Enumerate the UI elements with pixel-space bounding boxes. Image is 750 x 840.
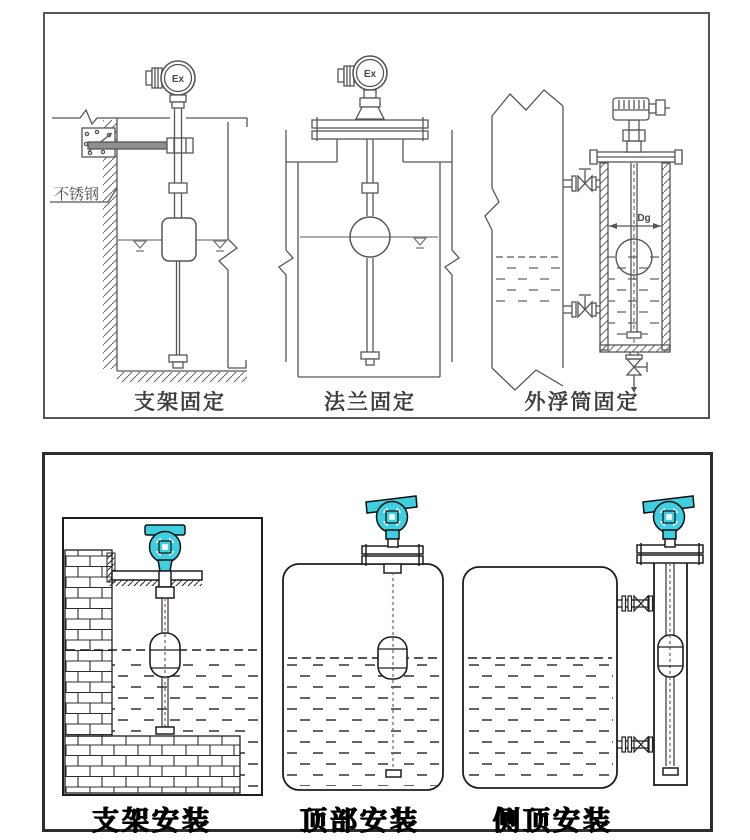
figure-external-chamber-fixing xyxy=(485,90,682,393)
ex-mark: Ex xyxy=(171,74,185,85)
isolation-valve-bottom xyxy=(563,295,600,317)
caption-flange-fixing: 法兰固定 xyxy=(324,391,416,414)
stainless-steel-text: 不锈钢 xyxy=(54,186,100,203)
flange xyxy=(312,117,428,141)
water-line xyxy=(300,237,438,248)
water xyxy=(467,658,613,784)
figure-side-top-install xyxy=(463,496,703,788)
dg-mark: Dg xyxy=(637,213,651,224)
caption-external-chamber-fixing: 外浮筒固定 xyxy=(524,391,640,414)
rod-end-stop xyxy=(663,768,678,775)
rod-end-stop xyxy=(386,770,401,777)
top-panel-art xyxy=(45,14,708,417)
figure-top-install xyxy=(283,496,443,790)
transmitter-head-icon xyxy=(366,496,417,547)
transmitter-head-icon xyxy=(613,98,670,152)
caption-top-install: 顶部安装 xyxy=(300,806,420,836)
brick-floor xyxy=(65,736,240,793)
caption-side-top-install: 侧顶安装 xyxy=(493,806,613,836)
isolation-valve-top xyxy=(563,169,600,191)
top-panel xyxy=(43,12,710,419)
stem-rod xyxy=(169,108,187,218)
lower-rod xyxy=(169,261,187,368)
connecting-pipe-valve-bottom xyxy=(617,737,654,752)
bottom-panel-art xyxy=(45,455,710,829)
transmitter-head-icon xyxy=(643,496,694,547)
caption-bracket-install: 支架安装 xyxy=(92,806,212,836)
tank-outline xyxy=(279,130,459,377)
figure-flange-fixing xyxy=(279,56,459,377)
transmitter-head-icon xyxy=(146,61,195,108)
brick-wall xyxy=(65,550,112,736)
chamber xyxy=(600,163,670,352)
ex-mark: Ex xyxy=(363,69,377,80)
rod-end-stop xyxy=(156,727,174,734)
transmitter-head-icon xyxy=(338,56,387,119)
connecting-pipe-valve-top xyxy=(617,596,654,611)
mounting-bracket xyxy=(82,128,193,157)
float xyxy=(162,218,196,261)
figure-bracket-install xyxy=(63,518,262,795)
main-tank-break xyxy=(485,90,563,390)
bottom-panel xyxy=(42,452,713,836)
dg-dimension xyxy=(609,213,661,229)
figure-bracket-fixing xyxy=(50,61,247,382)
caption-bracket-fixing: 支架固定 xyxy=(134,391,226,414)
rod xyxy=(361,139,379,365)
water xyxy=(287,658,439,786)
